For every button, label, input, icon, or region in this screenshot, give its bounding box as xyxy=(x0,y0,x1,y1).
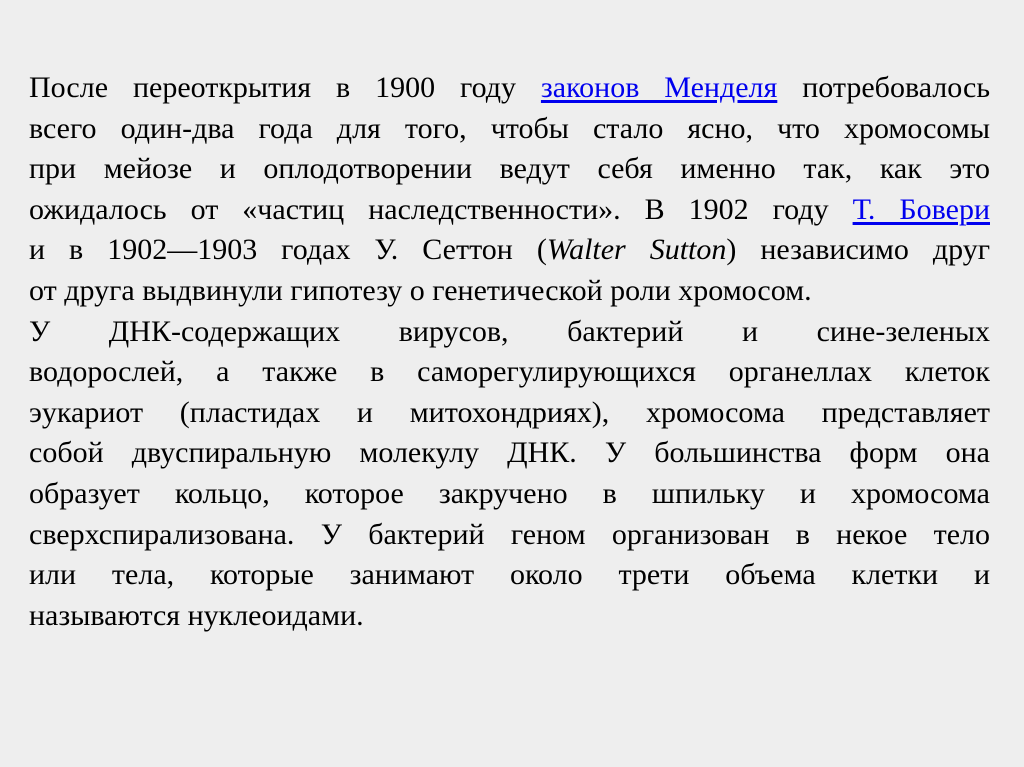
paragraph-1-line-2: всего один-два года для того, чтобы стало ясно, что хромосомы xyxy=(29,111,990,145)
paragraph-1-line-1 xyxy=(29,68,990,109)
paragraph-2-line-7: или тела, которые занимают около трети объема клетки и xyxy=(29,558,990,592)
link-boveri[interactable]: Т. Бовери xyxy=(852,192,990,226)
italic-name-walter-sutton: Walter Sutton xyxy=(546,233,727,267)
text-run: После переоткрытия в 1900 году xyxy=(29,71,541,104)
paragraph-2-line-8: называются нуклеоидами. xyxy=(29,598,364,632)
text-run: ) независимо друг xyxy=(726,233,990,267)
paragraph-2-line-4: собой двуспиральную молекулу ДНК. У большинства форм она xyxy=(29,436,990,470)
paragraph-1-line-3: при мейозе и оплодотворении ведут себя именно так, как это xyxy=(29,152,990,186)
paragraph-2-line-2: водорослей, а также в саморегулирующихся органеллах клеток xyxy=(29,355,990,389)
paragraph-1-line-4 xyxy=(29,190,990,231)
paragraph-2-line-1: У ДНК-содержащих вирусов, бактерий и сине-зеленых xyxy=(29,314,990,348)
paragraph-2-line-6: сверхспирализована. У бактерий геном организован в некое тело xyxy=(29,517,990,551)
text-run: потребовалось xyxy=(777,71,990,104)
text-run: и в 1902—1903 годах У. Сеттон ( xyxy=(29,233,547,267)
paragraph-2-line-3: эукариот (пластидах и митохондриях), хромосома представляет xyxy=(29,395,990,429)
text-run: ожидалось от «частиц наследственности». В 1902 году xyxy=(29,192,853,226)
paragraph-2-line-5: образует кольцо, которое закручено в шпильку и хромосома xyxy=(29,476,990,510)
text-body xyxy=(29,68,990,636)
paragraph-1-line-6: от друга выдвинули гипотезу о генетической роли хромосом. xyxy=(29,273,812,307)
paragraph-1-line-5 xyxy=(29,230,990,271)
link-mendel-laws[interactable]: законов Менделя xyxy=(540,71,778,104)
